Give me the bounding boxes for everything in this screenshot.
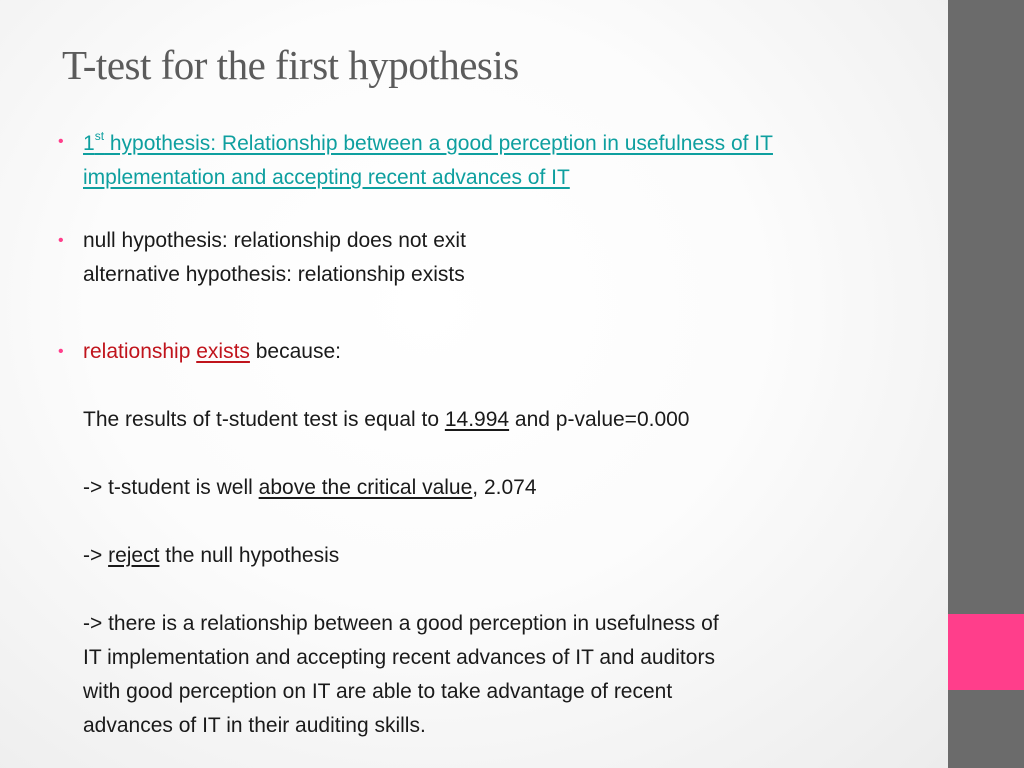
bullet-hypotheses [83, 224, 893, 292]
first-hypothesis-link[interactable] [83, 129, 773, 189]
relationship-lead: relationship [83, 340, 197, 363]
bullet-marker: • [58, 133, 64, 150]
bullet-result [83, 335, 893, 743]
reject-prefix: -> [83, 544, 109, 567]
t-value: 14.994 [444, 408, 510, 431]
critical-value: , 2.074 [472, 476, 537, 499]
slide-title: T-test for the first hypothesis [62, 42, 519, 88]
reject-suffix: the null hypothesis [159, 544, 340, 567]
p-value-text: and p-value=0.000 [509, 408, 690, 431]
reject-emphasis: reject [108, 544, 160, 567]
t-test-result-line [83, 403, 893, 437]
critical-prefix: -> t-student is well [83, 476, 259, 499]
first-hypothesis-ordinal: 1 [83, 132, 95, 155]
first-hypothesis-line-1: hypothesis: Relationship between a good perception in usefulness of IT [104, 132, 773, 155]
first-hypothesis-line-2: implementation and accepting recent advances of IT [83, 166, 570, 189]
exists-emphasis: exists [196, 340, 250, 363]
above-critical-emphasis: above the critical value [258, 476, 473, 499]
bullet-marker: • [58, 232, 64, 249]
bullet-marker: • [58, 343, 64, 360]
bullet-first-hypothesis [83, 127, 893, 195]
reject-line [83, 539, 893, 573]
result-prefix: The results of t-student test is equal to [83, 408, 445, 431]
decorative-sidebar [948, 0, 1024, 768]
alternative-hypothesis-text: alternative hypothesis: relationship exists [83, 263, 465, 286]
conclusion-line-4: advances of IT in their auditing skills. [83, 714, 426, 737]
critical-value-line [83, 471, 893, 505]
because-text: because: [249, 340, 341, 363]
sidebar-accent-block [948, 614, 1024, 690]
first-hypothesis-ordinal-suffix: st [94, 129, 105, 143]
conclusion-line-2: IT implementation and accepting recent advances of IT and auditors [83, 646, 715, 669]
null-hypothesis-text: null hypothesis: relationship does not exit [83, 229, 466, 252]
conclusion-line-1: -> there is a relationship between a good perception in usefulness of [83, 612, 719, 635]
relationship-exists-line [83, 335, 893, 369]
conclusion-line-3: with good perception on IT are able to take advantage of recent [83, 680, 673, 703]
